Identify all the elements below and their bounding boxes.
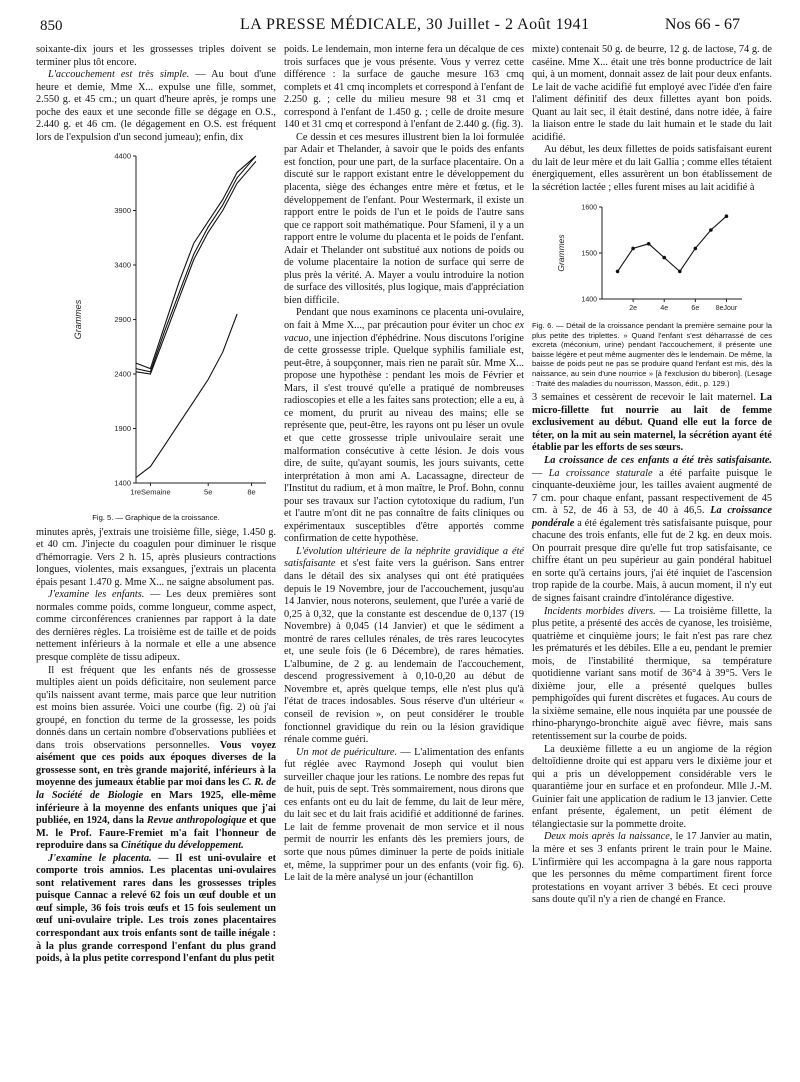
- paragraph: [36, 589, 276, 664]
- text: La croissance pondérale: [532, 505, 772, 529]
- data-point: [647, 242, 651, 246]
- text: Vous voyez aisément que ces poids aux époques diverses de la grossesse sont, en très grande majorité, inférieurs à la moyenne des jumeaux établie par moi dans les: [36, 739, 276, 789]
- figure-6: [532, 199, 772, 389]
- issue-date: 30 Juillet - 2 Août 1941: [426, 16, 590, 33]
- paragraph: [284, 546, 524, 747]
- text: a été parfaite puisque le cinquante-deuxième jour, les tailles avaient augmenté de 7 cm. pour chaque enfant, passant respectivement de 45 cm. à 52, de 46 à 53, de 40 à 46,5.: [532, 467, 772, 517]
- section-lead: J'examine les enfants.: [48, 589, 145, 601]
- paragraph: [532, 455, 772, 606]
- section-lead: L'accouchement est très simple.: [48, 69, 190, 81]
- text: — La troisième fillette, la plus petite, a présenté des accès de cyanose, les troisième, quatrième et cinquième jours; le fait n'est pas rare chez les prématurés et les débiles. Elle a eu, pendant le premier mois, de l'instabilité thermique, sa température quotidienne variant sans motif de 36°4 à 39°5. Vers le dixième jour, elle a présenté quelques bulles pemphigoïdes qui furent discrètes et fugaces. Au cours de la sixième semaine, elle nous inquiéta par une poussée de rhino-pharyngo-bronchite aiguë avec fièvre, mais sans retentissement sur la courbe de poids.: [532, 605, 772, 743]
- x-tick-label: 2e: [629, 304, 638, 312]
- y-tick-label: 3900: [114, 206, 131, 216]
- text: et s'est faite vers la guérison. Sans entrer dans le détail des six analyses qui ont été pratiquées depuis le 19 Novembre, jour de l'accouchement, jusqu'au 14 Janvier, nous noterons, seulement, que l'urée a varié de 0,25 à 0,32, que la constante est descendue de 0,137 (19 Novembre) à 0,045 (14 Janvier) et que le sédiment a montré de rares cellules rénales, de très rares leucocytes et, une seule fois (le 6 Décembre), de rares hématies. L'albumine, de 2 g. au lendemain de l'accouchement, descend progressivement à 0,10-0,20 au début de Novembre et, après quelque temps, elle n'est plus qu'à l'état de traces indosables. Sous réserve d'un ultérieur « conseil de revision », on peut considérer le trouble fonctionnel gravidique du rein ou la lésion gravidique rénale comme guéri.: [284, 558, 524, 746]
- text: Il est fréquent que les enfants nés de grossesse multiples aient un poids déficitaire, non seulement parce qu'ils naissent avant terme, mais parce que leur nutrition est moins bien assurée. Voici une courbe (fig. 2) où j'ai groupé, en fonction du terme de la grossesse, les poids donnés dans un certain nombre d'observations publiées et dans trois observations personnelles.: [36, 664, 276, 751]
- text: —: [532, 467, 549, 479]
- y-axis-label: Grammes: [73, 300, 83, 340]
- x-tick-label: 5e: [204, 487, 213, 497]
- x-tick-label: 8eJour: [715, 304, 738, 312]
- column-1: [36, 44, 276, 966]
- citation: Cinétique du développement.: [120, 840, 244, 852]
- section-lead: La croissance de ces enfants a été très satisfaisante.: [544, 455, 772, 466]
- text: le 17 Janvier au matin, la mère et ses 3 enfants prirent le train pour le Maine. L'infirmière qui les accompagna à la gare nous rapporta que les personnes du même compartiment firent force protestations en voyant arriver 3 bébés. Et ceci prouve sans doute qu'il n'y a rien de changé en France.: [532, 831, 772, 906]
- paragraph: poids. Le lendemain, mon interne fera un décalque de ces trois surfaces que je vous présente. Vous y verrez cette différence : la surface de gauche mesure 163 cmq complets et 41 cmq incomplets et correspond à l'enfant de 2.250 g. ; celle du milieu mesure 98 et 31 cmq et correspond à l'enfant de 1.450 g. ; celle de droite mesure 140 et 31 cmq et correspond à l'enfant de 2.440 g. (fig. 3).: [284, 44, 524, 131]
- section-lead: Incidents morbides divers.: [544, 605, 656, 617]
- text: , une injection d'éphédrine. Nous discutons l'origine de cette grossesse triple. Quelque syphilis familiale est, peut-être, à soupçonner, mais rien ne paraît sûr. Mme X... propose une hypothèse : pendant les mois de Février et Mars, il s'est trouvé qu'elle a pratiqué de nombreuses radioscopies et elle a les faites sans protection; elle a eu, à ce moment, du prurit au niveau des mains; elle se représente que, peut-être, les rayons ont pu léser un ovule et que cette grossesse triple univoulaire serait une malformation consécutive à cette lésion. Je dois vous dire, de suite, qu'ayant soumis, les jours suivants, cette interprétation à mon ami A. Lacassagne, directeur de l'Institut du radium, et à mon maître, le Prof. Bohn, connu pour ses travaux sur l'action cytotoxique du radium, l'un et l'autre m'ont dit ne pas connaître de faits cliniques ou expérimentaux susceptibles d'être apportés comme confirmation de cette hypothèse.: [284, 332, 524, 545]
- text: et que M. le Prof. Faure-Fremiet m'a fait l'honneur de reproduire dans sa: [36, 815, 276, 852]
- y-tick-label: 3400: [114, 260, 131, 270]
- y-tick-label: 1400: [581, 296, 597, 304]
- paragraph: [532, 606, 772, 744]
- paragraph: soixante-dix jours et les grossesses triples doivent se terminer plus tôt encore.: [36, 44, 276, 68]
- journal-title: [240, 16, 590, 34]
- text: 3 semaines et cessèrent de recevoir le lait maternel.: [532, 392, 760, 404]
- page-number: 850: [40, 18, 63, 34]
- text: ex vacuo: [284, 320, 524, 344]
- paragraph: [284, 747, 524, 885]
- paragraph: Ce dessin et ces mesures illustrent bien la loi formulée par Adair et Thelander, à savoir que le poids des enfants est fonction, pour une part, de la surface placentaire. On a discuté sur le rapport existant entre le développement du placenta, siège des échanges entre mère et fœtus, et le développement de l'enfant. Pour Westermark, il existe un rapport entre le poids de l'un et le poids de l'autre sans que ce rapport soit mathématique. Pour Sfameni, il y a un rapport entre le volume du placenta et le poids de l'enfant. Adair et Thelander ont substitué aux notions de poids ou de volume placentaire la notion de surface qui serre de plus près la vérité. A. Mayer a voulu introduire la notion de surface des villosités, plus logique, mais d'appréciation bien difficile.: [284, 131, 524, 306]
- y-axis-label: Grammes: [556, 233, 566, 272]
- figure-5: [36, 148, 276, 522]
- section-lead: J'examine le placenta.: [48, 852, 152, 864]
- text: La croissance staturale: [548, 467, 653, 479]
- paragraph: [36, 69, 276, 144]
- text: — Les deux premières sont normales comme poids, comme longueur, comme aspect, comme circonférences craniennes par rapport à la date des dernières règles. La troisième est de taille et de poids nettement inférieurs à la normale et elle a une absence presque complète de tissu adipeux.: [36, 589, 276, 663]
- paragraph: mixte) contenait 50 g. de beurre, 12 g. de lactose, 74 g. de caséine. Mme X... était une très bonne productrice de lait qui, à un moment, donnait assez de lait pour deux enfants. Le lait de vache acidifié fut employé avec l'idée d'en faire l'aliment définitif des deux fillettes ayant bon poids. Quant au lait sec, il était destiné, dans notre idée, à faire la liaison entre le stade du lait humain et le stade du lait acidifié.: [532, 44, 772, 143]
- paragraph: [36, 853, 276, 966]
- growth-chart: [36, 148, 276, 508]
- y-tick-label: 2900: [114, 315, 131, 325]
- y-tick-label: 4400: [114, 151, 131, 161]
- paragraph: Au début, les deux fillettes de poids satisfaisant eurent du lait de leur mère et du lait Gallia ; comme elles tétaient énergiquement, elles assurèrent un bon établissement de la sécrétion lactée ; elles furent mises au lait acidifié à: [532, 144, 772, 194]
- text: a été également très satisfaisante puisque, pour chacune des trois enfants, elle fut de 2 kg. en deux mois. On pourrait presque dire qu'elle fut trop satisfaisante, ce chiffre étant un peu supérieur au gain pondéral habituel en sorte qu'à certains jours, j'ai été inquiet de l'ascension trop rapide de la courbe. Mais, à aucun moment, il n'y eut de signes faisant craindre d'intolérance digestive.: [532, 517, 772, 605]
- data-point: [631, 246, 635, 250]
- series-line-4: [136, 314, 237, 478]
- paragraph: minutes après, j'extrais une troisième fille, siège, 1.450 g. et 40 cm. J'injecte du coagulen pour diminuer le risque d'hémorragie. Vers 2 h. 15, après plusieurs contractions longues, violentes, mais exsangues, j'extrais un placenta épais pesant 1.470 g. Mme X... ne saigne absolument pas.: [36, 526, 276, 588]
- y-tick-label: 2400: [114, 369, 131, 379]
- paragraph: [532, 831, 772, 906]
- issue-number: Nos 66 - 67: [664, 16, 740, 33]
- y-tick-label: 1500: [581, 250, 597, 258]
- section-lead: Deux mois après la naissance,: [544, 831, 673, 843]
- text: La micro-fillette fut nourrie au lait de femme exclusivement au début. Quand elle eut la force de téter, on la mit au sein maternel, la sécrétion ayant été établie par les efforts de ses sœurs.: [532, 392, 772, 454]
- y-tick-label: 1400: [114, 478, 131, 488]
- column-2: [284, 44, 524, 885]
- page-header: [40, 16, 740, 38]
- paragraph: [284, 307, 524, 545]
- x-tick-label: 8e: [247, 487, 256, 497]
- x-tick-label: 4e: [660, 304, 669, 312]
- data-point: [662, 255, 666, 259]
- figure-5-caption: Fig. 5. — Graphique de la croissance.: [92, 512, 220, 522]
- figure-6-caption: Fig. 6. — Détail de la croissance pendant la première semaine pour la plus petite des triplettes. » Quand l'enfant s'est déharrassé de ces excreta (méconium, urine) pendant l'accouchement, il présente une baisse légère et peut même augmenter dès le lendemain. De même, la baisse de poids peut ne pas se produire quand l'enfant est mis, dès la naissance, au sein d'une nourrice » [à l'exclusion du biberon]. (Lesage : Traité des maladies du nourrisson, Masson, édit., p. 129.): [532, 321, 772, 388]
- data-point: [678, 269, 682, 273]
- paragraph: La deuxième fillette a eu un angiome de la région deltoïdienne droite qui est apparu vers le dixième jour et qui a pris un développement considérable vers le quarantième jour en surface et en profondeur. Mlle J.-M. Guinier fait une application de radium le 13 janvier. Cette enfant présente, également, un petit élément de télangiectasie sur la pommette droite.: [532, 743, 772, 830]
- text: — Au bout d'une heure et demie, Mme X... expulse une fille, sommet, 2.550 g. et 45 cm.; un quart d'heure après, je romps une poche des eaux et une seconde fille se dégage en O.S., 2.440 g. et 46 cm. (le dégagement en O.S. est fréquent lors de l'expulsion d'un second jumeau); enfin, dix: [36, 69, 276, 143]
- first-week-chart: [532, 199, 772, 317]
- citation: C. R. de la Société de Biologie: [36, 777, 276, 801]
- journal-name: LA PRESSE MÉDICALE,: [240, 16, 422, 33]
- data-point: [725, 214, 729, 218]
- data-point: [709, 228, 713, 232]
- citation: Revue anthropologique: [146, 815, 247, 827]
- section-lead: L'évolution ultérieure de la néphrite gravidique a été satisfaisante: [284, 545, 524, 570]
- text: Pendant que nous examinons ce placenta uni-ovulaire, on fait à Mme X..., par précaution pour éviter un choc: [284, 307, 524, 332]
- series-line-3: [136, 162, 256, 375]
- y-tick-label: 1600: [581, 204, 597, 212]
- text: en Mars 1925, elle-même inférieure à la moyenne des enfants uniques que j'ai publiée, en 1924, dans la: [36, 790, 276, 827]
- paragraph: [36, 665, 276, 853]
- series-line-1: [136, 156, 256, 369]
- column-3: [532, 44, 772, 907]
- x-tick-label: 6e: [691, 304, 700, 312]
- x-tick-label: 1reSemaine: [130, 487, 171, 497]
- text: — L'alimentation des enfants fut réglée avec Raymond Joseph qui voulut bien surveiller chaque jour les rations. Le nombre des repas fut de huit, puis de sept. Très sommairement, nous dirons que ces enfants ont eu du lait de femme, du lait de leur mère, du lait sec et du lait frais acidifié et additionné de farines. Le lait de femme provenait de mon service et il nous permit de nourrir les enfants dès les premiers jours, de sorte que nous pûmes diminuer la perte de poids initiale et, même, la supprimer pour un des enfants (voir fig. 6). Le lait de la mère analysé un jour (échantillon: [284, 746, 524, 884]
- paragraph: [532, 392, 772, 455]
- data-point: [616, 269, 620, 273]
- section-lead: Un mot de puériculture.: [296, 746, 398, 758]
- text: — Il est uni-ovulaire et comporte trois amnios. Les placentas uni-ovulaires sont relativement rares dans les grossesses triples puisque Cannac a relevé 62 fois un œuf double et un œuf simple, 36 fois trois œufs et 15 fois seulement un œuf uni-ovulaire triple. Les trois zones placentaires correspondant aux trois enfants sont de taille inégale : à la plus grande correspond l'enfant du plus grand poids, à la plus petite correspond l'enfant du plus petit: [36, 852, 276, 965]
- y-tick-label: 1900: [114, 424, 131, 434]
- data-point: [694, 246, 698, 250]
- series-line-2: [136, 156, 256, 372]
- series-line-1: [618, 216, 727, 271]
